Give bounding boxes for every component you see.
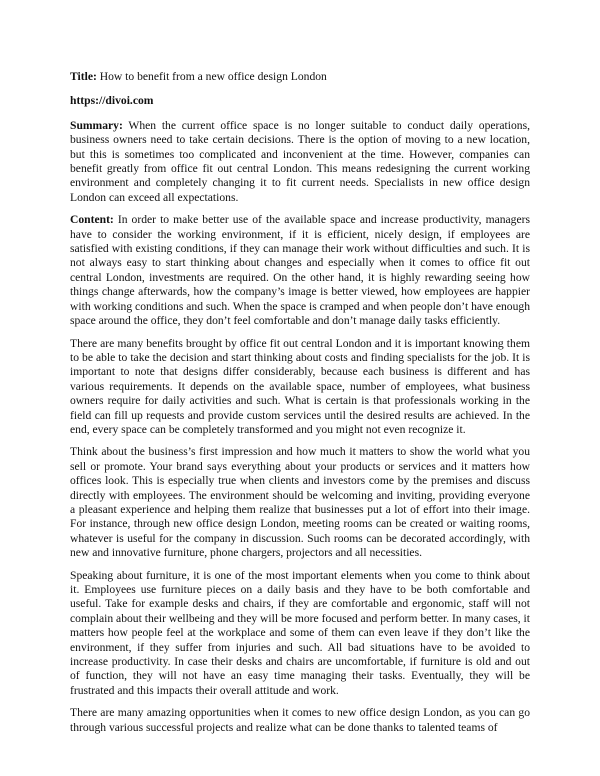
body-paragraph: There are many amazing opportunities when it comes to new office design London, as you can go through various successful projects and realize what can be done thanks to talented teams of — [70, 706, 530, 734]
content-paragraph — [70, 213, 530, 328]
title-text: How to benefit from a new office design London — [96, 70, 327, 83]
title-label: Title: — [70, 70, 97, 83]
source-url: https://divoi.com — [70, 94, 154, 108]
document-title — [70, 70, 530, 84]
summary-paragraph — [70, 119, 530, 205]
body-paragraph: There are many benefits brought by office fit out central London and it is important knowing them to be able to take the decision and start thinking about costs and finding specialists for the job. It is important to note that designs differ considerably, because each business is different and has various requirements. It depends on the available space, number of employees, what business owners require for daily activities and such. What is certain is that professionals working in the field can fill up requests and provide custom services until the desired results are achieved. In the end, every space can be completely transformed and you might not even recognize it. — [70, 336, 530, 436]
summary-label: Summary: — [70, 118, 123, 132]
content-text: In order to make better use of the available space and increase productivity, managers have to consider the working environment, if it is efficient, nicely design, if employees are satisfied with existing conditions, if they can manage their work without difficulties and such. It is not always easy to start thinking about changes and especially when it comes to office fit out central London, investments are required. On the other hand, it is highly rewarding seeing how things change afterwards, how the company’s image is better viewed, how employees are happier with working conditions and such. When the space is cramped and when people don’t have enough space around the office, they don’t feel comfortable and don’t manage daily tasks efficiently. — [70, 213, 530, 328]
body-paragraph: Think about the business’s first impression and how much it matters to show the world what you sell or promote. Your brand says everything about your products or services and it matters how offices look. This is especially true when clients and investors come by the premises and discuss directly with employees. The environment should be welcoming and inviting, providing everyone a pleasant experience and helping them realize that businesses put a lot of effort into their image. For instance, through new office design London, meeting rooms can be created or waiting rooms, whatever is useful for the company in discussion. Such rooms can be decorated accordingly, with new and innovative furniture, phone chargers, projectors and all necessities. — [70, 445, 530, 560]
content-label: Content: — [70, 213, 114, 227]
summary-text: When the current office space is no longer suitable to conduct daily operations, business owners need to take certain decisions. There is the option of moving to a new location, but this is sometimes too complicated and inconvenient at the time. However, companies can benefit greatly from office fit out central London. This means redesigning the current working environment and completely changing it to fit current needs. Specialists in new office design London can exceed all expectations. — [70, 118, 530, 204]
body-paragraph: Speaking about furniture, it is one of the most important elements when you come to think about it. Employees use furniture pieces on a daily basis and they have to be both comfortable and useful. Take for example desks and chairs, if they are comfortable and ergonomic, staff will not complain about their wellbeing and they will be more focused and perform better. In many cases, it matters how people feel at the workplace and some of them can even leave if they don’t like the environment, if they suffer from injuries and such. All bad situations have to be avoided to increase productivity. In case their desks and chairs are uncomfortable, if furniture is old and out of function, they will not have an easy time managing their tasks. Eventually, they will be frustrated and this impacts their overall attitude and work. — [70, 568, 530, 697]
